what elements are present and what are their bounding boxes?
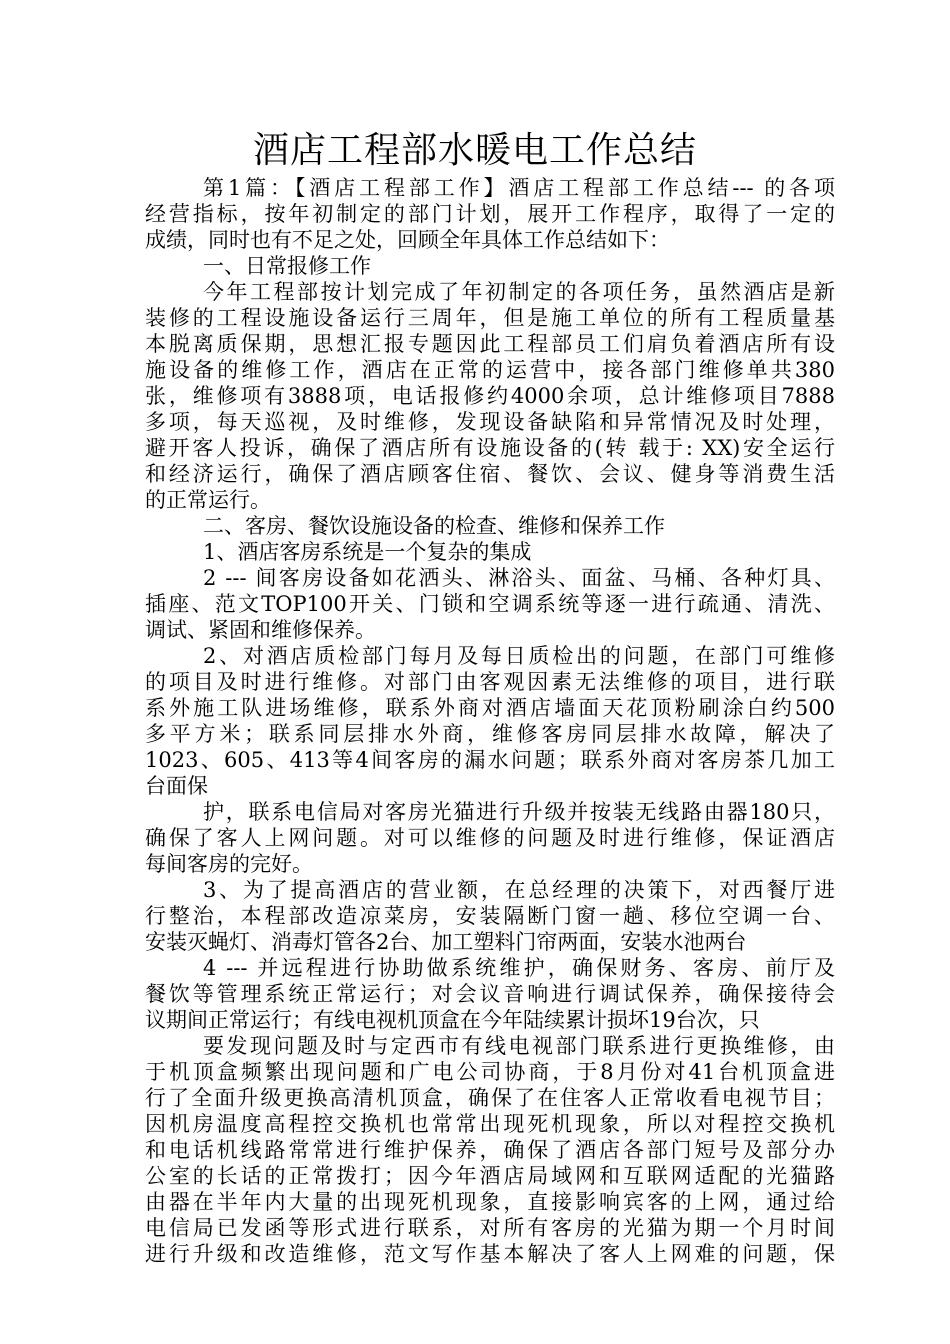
text-line: 二、客房、餐饮设施设备的检查、维修和保养工作 xyxy=(203,514,665,538)
text-line: 行整治，本程部改造凉菜房，安装隔断门窗一趟、移位空调一台、 xyxy=(145,904,835,928)
text-line: 张，维修项有3888项，电话报修约4000余项，总计维修项目7888 xyxy=(145,384,835,408)
text-line: 2、对酒店质检部门每月及每日质检出的问题，在部门可维修 xyxy=(203,644,835,668)
text-line: 台面保 xyxy=(145,774,208,798)
text-line: 和电话机线路常常进行维护保养，确保了酒店各部门短号及部分办 xyxy=(145,1138,835,1162)
text-line: 2 --- 间客房设备如花洒头、淋浴头、面盆、马桶、各种灯具、 xyxy=(203,566,835,590)
text-line: 于机顶盒频繁出现问题和广电公司协商，于8月份对41台机顶盒进 xyxy=(145,1060,835,1084)
text-line: 多项，每天巡视，及时维修，发现设备缺陷和异常情况及时处理， xyxy=(145,410,835,434)
text-line: 行了全面升级更换高清机顶盒，确保了在住客人正常收看电视节目； xyxy=(145,1086,835,1110)
text-line: 系外施工队进场维修，联系外商对酒店墙面天花顶粉刷涂白约500 xyxy=(145,696,835,720)
text-line: 护，联系电信局对客房光猫进行升级并按装无线路由器180只， xyxy=(203,800,835,824)
text-line: 一、日常报修工作 xyxy=(203,254,371,278)
text-line: 要发现问题及时与定西市有线电视部门联系进行更换维修，由 xyxy=(203,1034,835,1058)
text-line: 经营指标，按年初制定的部门计划，展开工作程序，取得了一定的 xyxy=(145,202,835,226)
text-line: 议期间正常运行；有线电视机顶盒在今年陆续累计损坏19台次，只 xyxy=(145,1008,760,1032)
text-line: 1、酒店客房系统是一个复杂的集成 xyxy=(203,540,532,564)
text-line: 今年工程部按计划完成了年初制定的各项任务，虽然酒店是新 xyxy=(203,280,835,304)
text-line: 安装灭蝇灯、消毒灯管各2台、加工塑料门帘两面，安装水池两台 xyxy=(145,930,747,954)
text-line: 多平方米；联系同层排水外商，维修客房同层排水故障，解决了 xyxy=(145,722,835,746)
text-line: 因机房温度高程控交换机也常常出现死机现象，所以对程控交换机 xyxy=(145,1112,835,1136)
text-line: 确保了客人上网问题。对可以维修的问题及时进行维修，保证酒店 xyxy=(145,826,835,850)
text-line: 每间客房的完好。 xyxy=(145,852,313,876)
text-line: 1023、605、413等4间客房的漏水问题；联系外商对客房茶几加工 xyxy=(145,748,835,772)
text-line: 本脱离质保期，思想汇报专题因此工程部员工们肩负着酒店所有设 xyxy=(145,332,835,356)
text-line: 成绩，同时也有不足之处，回顾全年具体工作总结如下： xyxy=(145,228,670,252)
document-title: 酒店工程部水暖电工作总结 xyxy=(252,130,697,171)
text-line: 餐饮等管理系统正常运行；对会议音响进行调试保养，确保接待会 xyxy=(145,982,835,1006)
text-line: 装修的工程设施设备运行三周年，但是施工单位的所有工程质量基 xyxy=(145,306,835,330)
document-body xyxy=(145,175,835,1267)
text-line: 插座、范文TOP100开关、门锁和空调系统等逐一进行疏通、清洗、 xyxy=(145,592,835,616)
text-line: 的项目及时进行维修。对部门由客观因素无法维修的项目，进行联 xyxy=(145,670,835,694)
text-line: 进行升级和改造维修，范文写作基本解决了客人上网难的问题，保 xyxy=(145,1242,835,1266)
text-line: 电信局已发函等形式进行联系，对所有客房的光猫为期一个月时间 xyxy=(145,1216,835,1240)
text-line: 公室的长话的正常拨打；因今年酒店局域网和互联网适配的光猫路 xyxy=(145,1164,835,1188)
text-line: 4 --- 并远程进行协助做系统维护，确保财务、客房、前厅及 xyxy=(203,956,835,980)
text-line: 施设备的维修工作，酒店在正常的运营中，接各部门维修单共380 xyxy=(145,358,835,382)
text-line: 调试、紧固和维修保养。 xyxy=(145,618,376,642)
text-line: 3、为了提高酒店的营业额，在总经理的决策下，对西餐厅进 xyxy=(203,878,835,902)
text-line: 由器在半年内大量的出现死机现象，直接影响宾客的上网，通过给 xyxy=(145,1190,835,1214)
text-line: 避开客人投诉，确保了酒店所有设施设备的(转 载于: XX)安全运行 xyxy=(145,436,835,460)
text-line: 和经济运行，确保了酒店顾客住宿、餐饮、会议、健身等消费生活 xyxy=(145,462,835,486)
text-line: 的正常运行。 xyxy=(145,488,271,512)
text-line: 第1篇：【酒店工程部工作】酒店工程部工作总结--- 的各项 xyxy=(203,176,835,200)
